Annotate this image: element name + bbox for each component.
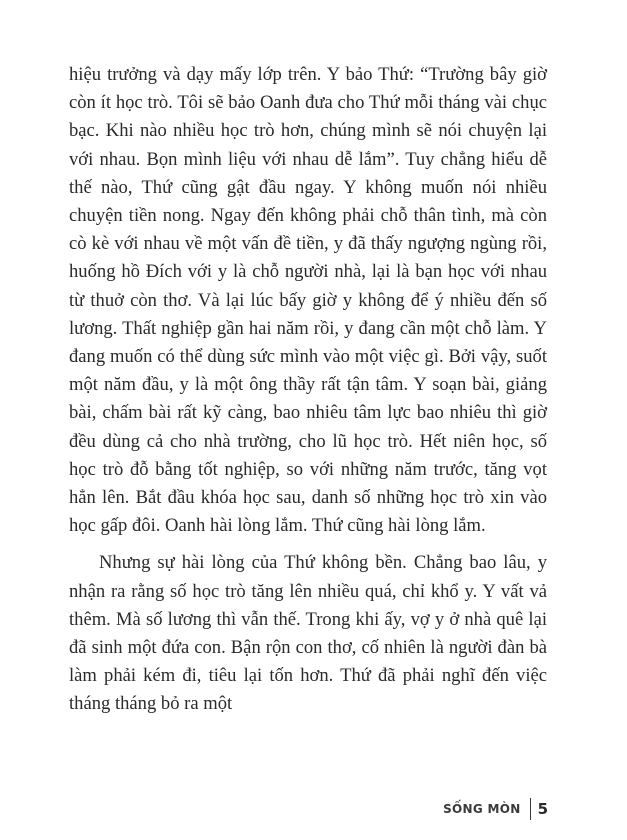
paragraph-1: hiệu trưởng và dạy mấy lớp trên. Y bảo Thứ: “Trường bây giờ còn ít học trò. Tôi sẽ bảo Oanh đưa cho Thứ mỗi tháng vài chục bạc. Khi nào nhiều học trò hơn, chúng mình sẽ nói chuyện lại với nhau. Bọn mình liệu với nhau dễ lắm”. Tuy chẳng hiểu dễ thế nào, Thứ cũng gật đầu ngay. Y không muốn nói nhiều chuyện tiền nong. Ngay đến không phải chỗ thân tình, mà còn cò kè với nhau về một vấn đề tiền, y đã thấy ngượng ngùng rồi, huống hồ Đích với y là chỗ người nhà, lại là bạn học với nhau từ thuở còn thơ. Và lại lúc bấy giờ y không để ý nhiều đến số lương. Thất nghiệp gần hai năm rồi, y đang cần một chỗ làm. Y đang muốn có thể dùng sức mình vào một việc gì. Bởi vậy, suốt một năm đầu, y là một ông thầy rất tận tâm. Y soạn bài, giảng bài, chấm bài rất kỹ càng, bao nhiêu tâm lực bao nhiêu thì giờ đều dùng cả cho nhà trường, cho lũ học trò. Hết niên học, số học trò đỗ bằng tốt nghiệp, so với những năm trước, tăng vọt hẳn lên. Bắt đầu khóa học sau, danh số những học trò xin vào học gấp đôi. Oanh hài lòng lắm. Thứ cũng hài lòng lắm. bbox=[69, 64, 547, 537]
page-number: 5 bbox=[537, 800, 548, 818]
paragraph-2: Nhưng sự hài lòng của Thứ không bền. Chẳng bao lâu, y nhận ra rằng số học trò tăng lên nhiều quá, chỉ khổ y. Y vất vả thêm. Mà số lương thì vẫn thế. Trong khi ấy, vợ y ở nhà quê lại đã sinh một đứa con. Bận rộn con thơ, cố nhiên là người đàn bà làm phải kém đi, tiêu lại tốn hơn. Thứ đã phải nghĩ đến việc tháng tháng bỏ ra một bbox=[69, 552, 547, 715]
page-footer bbox=[443, 796, 548, 822]
footer-divider bbox=[530, 798, 531, 820]
page-body-text bbox=[69, 61, 547, 719]
running-title: SỐNG MÒN bbox=[443, 802, 521, 816]
